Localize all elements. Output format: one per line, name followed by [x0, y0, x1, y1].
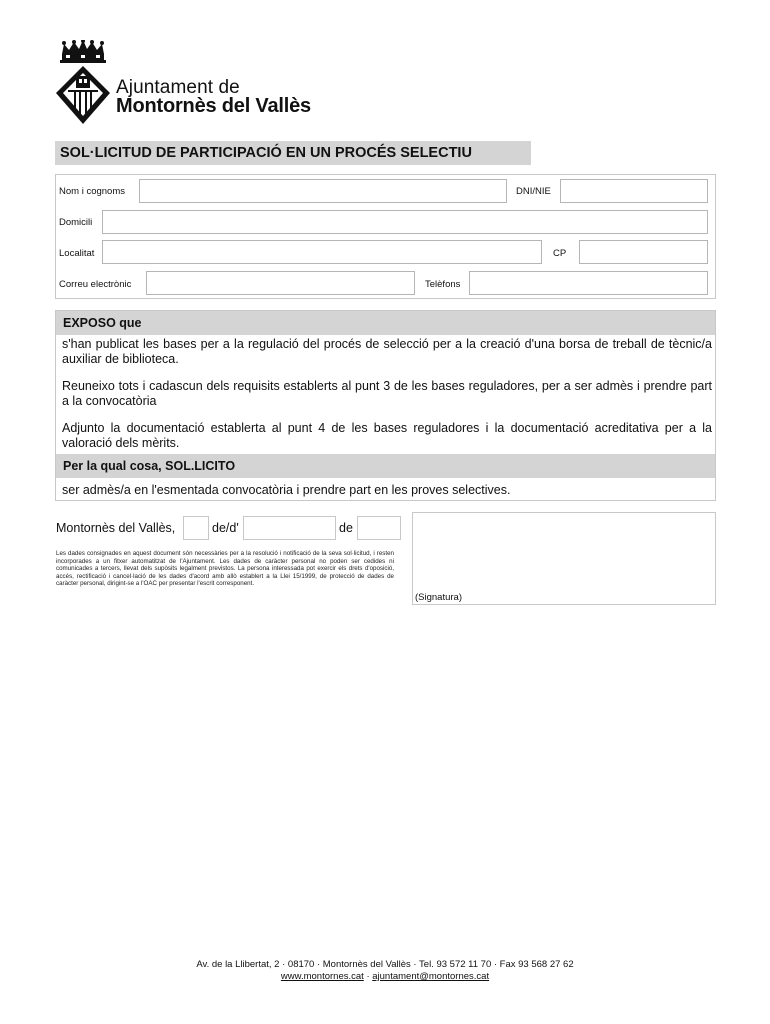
shield-icon [56, 66, 110, 124]
cp-field[interactable] [579, 240, 708, 264]
cp-label: CP [553, 248, 567, 259]
city-label: Localitat [59, 248, 95, 259]
exposo-heading: EXPOSO que [56, 311, 715, 335]
city-field[interactable] [102, 240, 542, 264]
form-title: SOL·LICITUD DE PARTICIPACIÓ EN UN PROCÉS SELECTIU [55, 141, 531, 165]
email-link[interactable]: ajuntament@montornes.cat [372, 971, 490, 982]
org-name-line2: Montornès del Vallès [116, 95, 311, 117]
year-field[interactable] [357, 516, 401, 540]
dni-label: DNI/NIE [516, 186, 551, 197]
day-field[interactable] [183, 516, 209, 540]
footer-separator: · [366, 971, 370, 982]
crown-icon [60, 40, 106, 63]
phone-field[interactable] [469, 271, 708, 295]
exposo-paragraph-3: Adjunto la documentació establerta al punt 4 de les bases reguladores i la documentació acreditativa per a la valoració dels mèrits. [62, 421, 712, 450]
footer-links [0, 971, 770, 982]
place-label: Montornès del Vallès, [56, 521, 176, 535]
solicito-heading: Per la qual cosa, SOL.LICITO [56, 454, 715, 478]
website-link[interactable]: www.montornes.cat [280, 971, 364, 982]
solicito-text: ser admès/a en l'esmentada convocatòria i prendre part en les proves selectives. [62, 483, 511, 497]
month-field[interactable] [243, 516, 336, 540]
de-d-label: de/d' [212, 521, 239, 535]
org-name-line1: Ajuntament de [116, 77, 240, 98]
coat-of-arms-logo [52, 40, 114, 126]
address-field[interactable] [102, 210, 708, 234]
phone-label: Telèfons [425, 279, 461, 290]
address-label: Domicili [59, 217, 93, 228]
name-field[interactable] [139, 179, 507, 203]
email-label: Correu electrònic [59, 279, 132, 290]
exposo-paragraph-1: s'han publicat les bases per a la regulació del procés de selecció per a la creació d'una borsa de treball de tècnic/a auxiliar de biblioteca. [62, 337, 712, 366]
footer-address: Av. de la Llibertat, 2 · 08170 · Montornès del Vallès · Tel. 93 572 11 70 · Fax 93 568 27 62 [196, 959, 574, 970]
exposo-paragraph-2: Reuneixo tots i cadascun dels requisits establerts al punt 3 de les bases reguladores, per a ser admès i prendre part a la convocatòria [62, 379, 712, 408]
email-field[interactable] [146, 271, 415, 295]
de-label: de [339, 521, 353, 535]
signature-label: (Signatura) [415, 592, 462, 603]
dni-field[interactable] [560, 179, 708, 203]
legal-notice: Les dades consignades en aquest document són necessàries per a la resolució i notificació de la seva sol·licitud, i resten incorporades a un fitxer automatitzat de l'Ajuntament. Les dades de caràcter personal no poden ser cedides ni comunicades a tercers, llevat dels supòsits legalment previstos. La persona interessada pot exercir els drets d'oposició, accés, rectificació i cancel·lació de les dades d'acord amb allò establert a la Llei 15/1999, de protecció de dades de caràcter personal, dirigint-se a l'OAC per presentar l'escrit corresponent. [56, 550, 394, 588]
name-label: Nom i cognoms [59, 186, 125, 197]
